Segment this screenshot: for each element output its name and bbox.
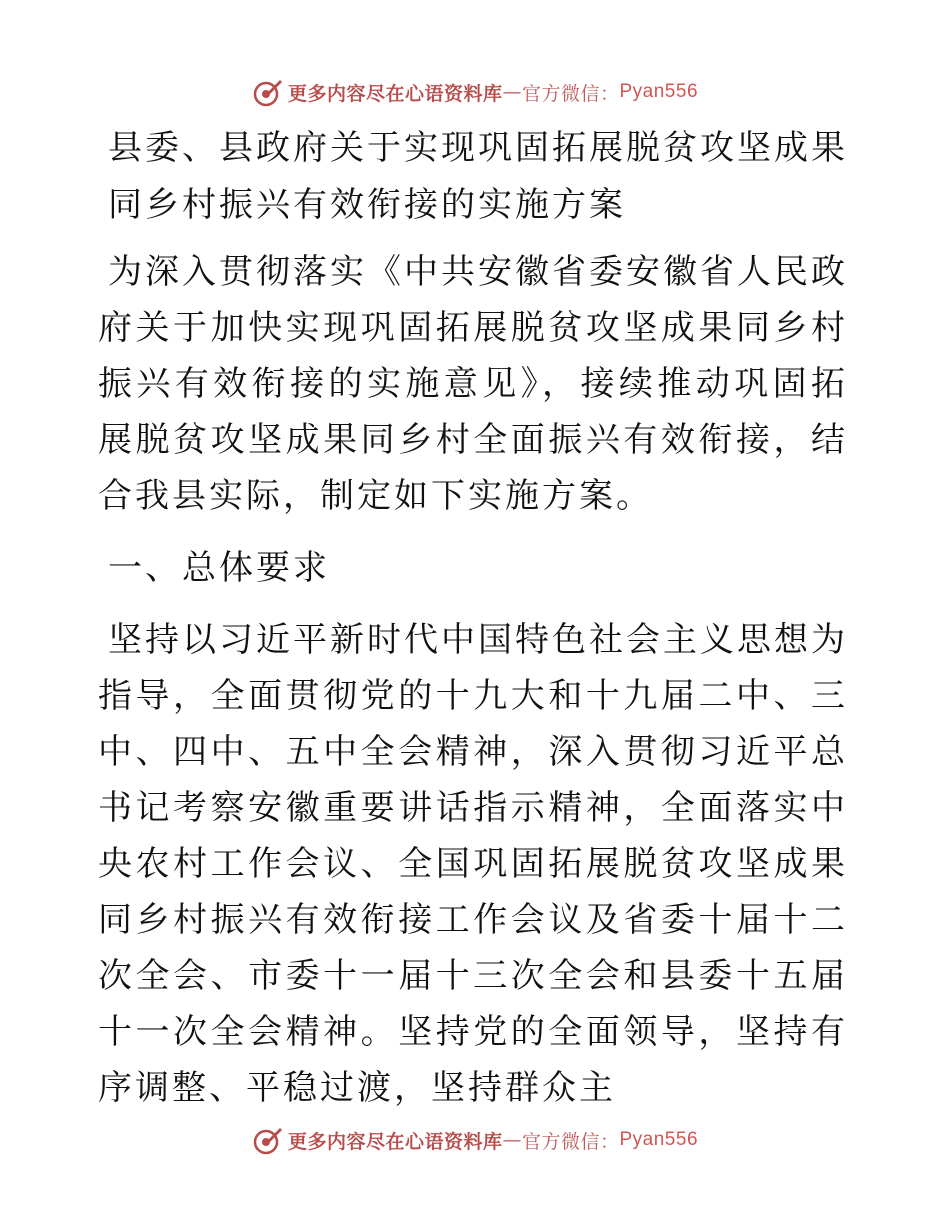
document-title: 县委、县政府关于实现巩固拓展脱贫攻坚成果同乡村振兴有效衔接的实施方案 bbox=[108, 128, 848, 225]
watermark-dash: — bbox=[502, 81, 522, 103]
section-paragraph: 坚持以习近平新时代中国特色社会主义思想为指导，全面贯彻党的十九大和十九届二中、三中、四中、五中全会精神，深入贯彻习近平总书记考察安徽重要讲话指示精神，全面落实中央农村工作会议、全国巩固拓展脱贫攻坚成果同乡村振兴有效衔接工作会议及省委十届十二次全会、市委十一届十三次全会和县委十五届十一次全会精神。坚持党的全面领导，坚持有序调整、平稳过渡，坚持群众主 bbox=[98, 620, 848, 1108]
watermark-dash: — bbox=[502, 1129, 522, 1151]
footer-watermark bbox=[0, 1120, 950, 1160]
section-heading: 一、总体要求 bbox=[108, 548, 330, 588]
watermark-wechat-id: Pyan556 bbox=[619, 81, 699, 102]
watermark-brand: 更多内容尽在心语资料库 bbox=[287, 1130, 503, 1153]
watermark-label: 官方微信： bbox=[521, 82, 620, 105]
watermark-label: 官方微信： bbox=[521, 1130, 620, 1153]
document-body bbox=[98, 120, 848, 1132]
intro-paragraph: 为深入贯彻落实《中共安徽省委安徽省人民政府关于加快实现巩固拓展脱贫攻坚成果同乡村振兴有效衔接的实施意见》，接续推动巩固拓展脱贫攻坚成果同乡村全面振兴有效衔接，结合我县实际，制定如下实施方案。 bbox=[98, 252, 848, 516]
header-watermark bbox=[0, 72, 950, 112]
quill-pen-logo-icon bbox=[252, 1124, 284, 1156]
watermark-wechat-id: Pyan556 bbox=[619, 1129, 699, 1150]
quill-pen-logo-icon bbox=[252, 76, 284, 108]
watermark-brand: 更多内容尽在心语资料库 bbox=[287, 82, 503, 105]
